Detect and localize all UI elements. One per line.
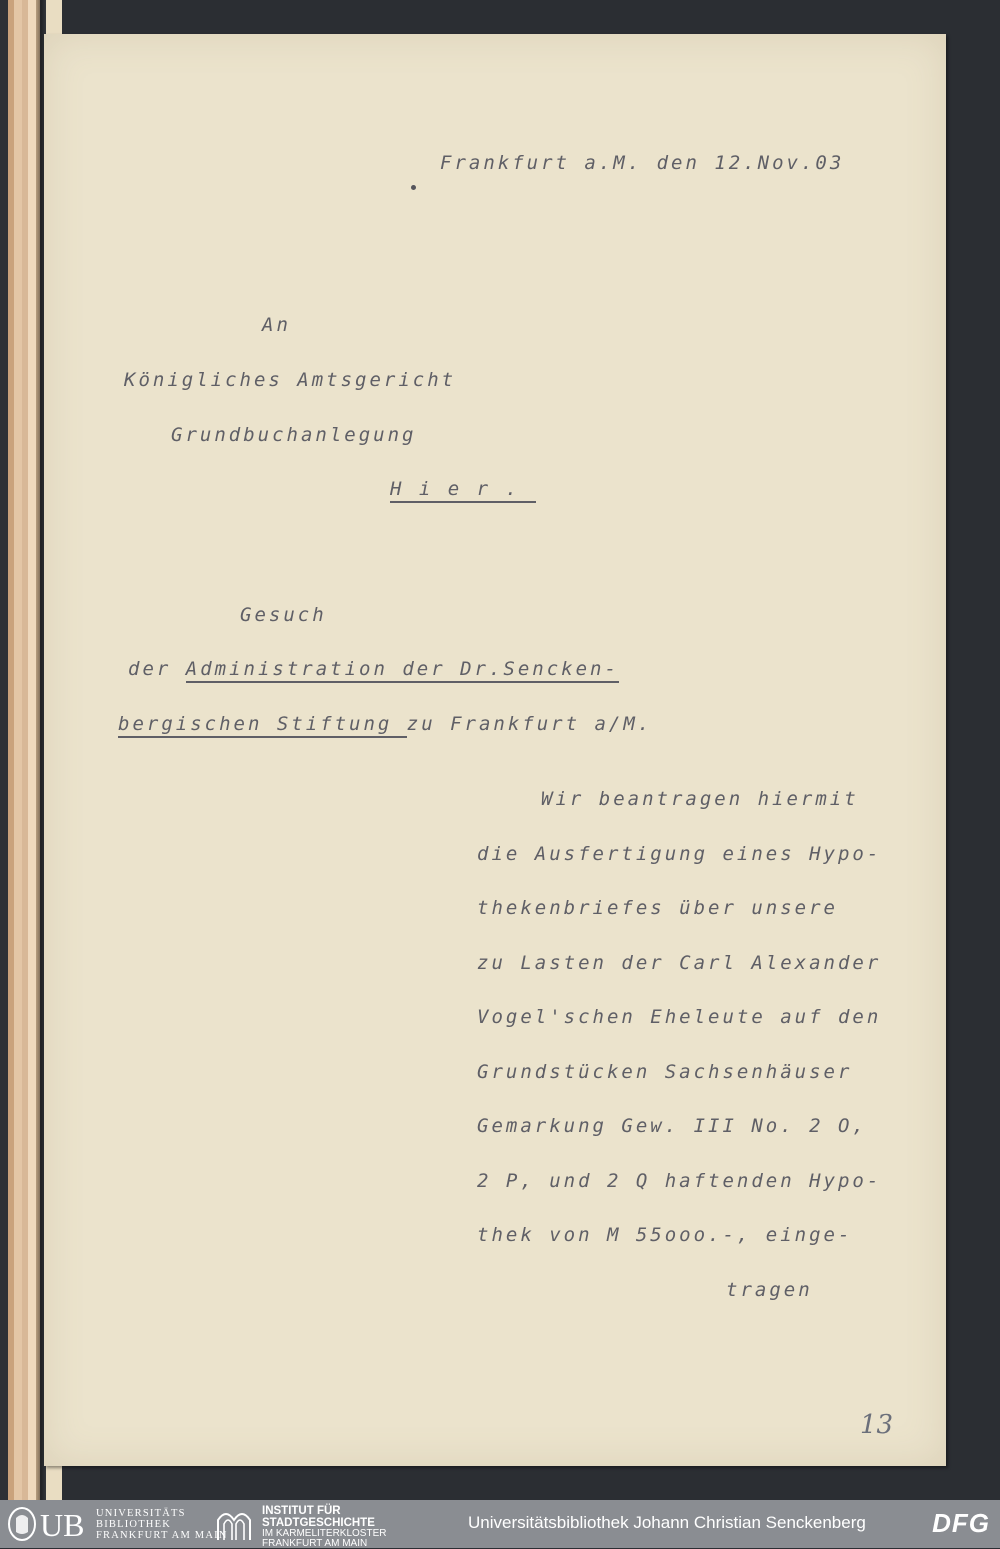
ub-logo-icon[interactable]	[6, 1506, 92, 1542]
ub-library-name	[96, 1508, 228, 1541]
pencil-folio-number: 13	[860, 1410, 894, 1440]
isg-line-1: INSTITUT FÜR	[262, 1505, 341, 1517]
ink-dot	[411, 185, 416, 190]
dfg-logo[interactable]: DFG	[932, 1508, 990, 1538]
ub-line-3: FRANKFURT AM MAIN	[96, 1530, 228, 1541]
svg-text:UB: UB	[40, 1507, 85, 1542]
body-line-8: 2 P, und 2 Q haftenden Hypo-	[477, 1170, 882, 1192]
ub-line-2: BIBLIOTHEK	[96, 1519, 171, 1530]
sender-line-1-underlined: Administration der Dr.Sencken-	[186, 658, 619, 683]
body-line-6: Grundstücken Sachsenhäuser	[477, 1061, 853, 1083]
body-line-9: thek von M 55ooo.-, einge-	[477, 1224, 853, 1246]
address-hier: H i e r .	[390, 478, 536, 503]
body-line-5: Vogel'schen Eheleute auf den	[477, 1006, 882, 1028]
body-line-4: zu Lasten der Carl Alexander	[477, 952, 882, 974]
isg-line-4: FRANKFURT AM MAIN	[262, 1537, 368, 1549]
catchword: tragen	[726, 1279, 813, 1301]
place-date: Frankfurt a.M. den 12.Nov.03	[440, 152, 845, 174]
isg-arches-icon[interactable]	[214, 1506, 254, 1542]
sender-line-1	[128, 658, 619, 680]
isg-institute-name	[262, 1505, 386, 1548]
ub-line-1: UNIVERSITÄTS	[96, 1508, 186, 1519]
sender-line-1-pre: der	[128, 658, 186, 680]
sender-line-2-underlined: bergischen Stiftung	[118, 713, 407, 738]
body-line-7: Gemarkung Gew. III No. 2 O,	[477, 1115, 867, 1137]
subject-gesuch: Gesuch	[240, 604, 327, 626]
address-department: Grundbuchanlegung	[171, 424, 417, 446]
isg-line-2: STADTGESCHICHTE	[262, 1517, 375, 1529]
document-page	[44, 34, 946, 1466]
sender-line-2	[118, 713, 652, 735]
footer-bar	[0, 1500, 1000, 1548]
sender-line-2-post: zu Frankfurt a/M.	[406, 713, 653, 735]
isg-line-3: IM KARMELITERKLOSTER	[262, 1528, 387, 1539]
body-line-3: thekenbriefes über unsere	[477, 897, 838, 919]
body-line-1: Wir beantragen hiermit	[541, 788, 859, 810]
address-court: Königliches Amtsgericht	[124, 369, 457, 391]
library-title: Universitätsbibliothek Johann Christian Senckenberg	[468, 1513, 866, 1532]
address-an: An	[262, 314, 291, 336]
body-line-2: die Ausfertigung eines Hypo-	[477, 843, 882, 865]
